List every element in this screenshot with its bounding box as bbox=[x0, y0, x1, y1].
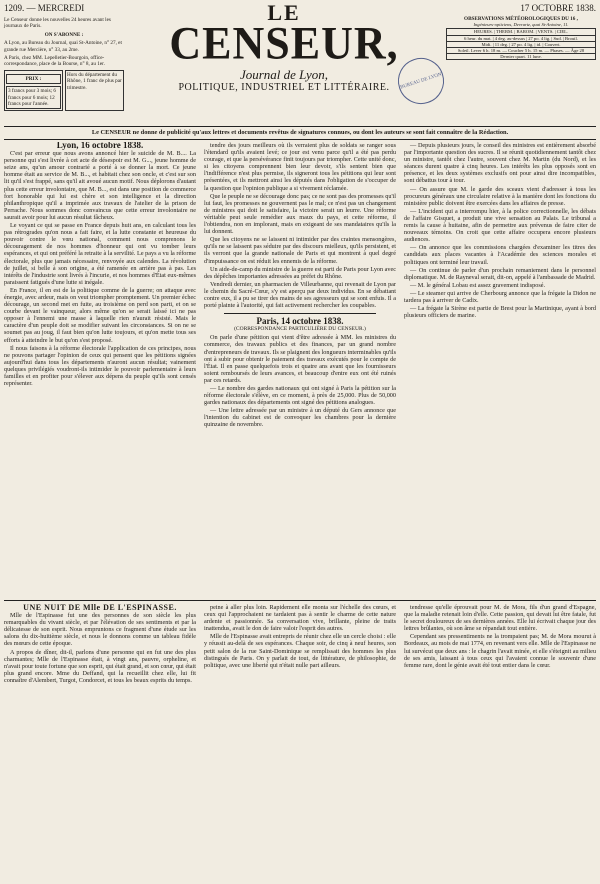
feuilleton-paragraph: Mlle de l'Espinasse fut une des personnes de son siècle les plus remarquables du vivant siècle, et par l'élévation de ses sentiments et par la délicatesse de son esprit. Nous empruntons ce fragment d'une étude sur les salons du dix-huitième siècle, et nous le donnons comme un tableau fidèle des mœurs de cette époque. bbox=[4, 612, 196, 648]
obs-row: HEURES. | THERM. | BAROM. | VENTS. | CIEL. bbox=[447, 29, 596, 35]
subscription-box bbox=[4, 17, 124, 111]
article-paragraph: — M. le général Lobau est assez gravement indisposé. bbox=[410, 281, 546, 289]
article-paragraph: — La frégate la Sirène est partie de Brest pour la Martinique, ayant à bord plusieurs officiers de marine. bbox=[404, 305, 596, 320]
dateline-lyon: Lyon, 16 octobre 1838. bbox=[56, 142, 144, 150]
article-paragraph: — L'incident qui a interrompu hier, à la police correctionnelle, les débats de l'affaire Gisquet, a produit une vive sensation au Palais. Le tribunal a remis la cause à huitaine, afin de permettre aux prévenus de faire citer de nouveaux témoins. On croit que cette affaire occupera encore plusieurs audiences. bbox=[404, 207, 596, 244]
issue-number: 1209. — MERCREDI bbox=[4, 3, 85, 13]
price-right: Hors du département du Rhône, 1 franc de plus par trimestre. bbox=[65, 70, 124, 112]
article-paragraph: Le voyant ce qui se passe en France depuis huit ans, en calculant tous les pas rétrogrades qu'on nous a fait faire, et la lutte constante et heureuse du pouvoir contre le vœu national, comment nous comprenons le découragement de nos hommes d'honneur qui ont vu tomber leurs espérances, et qui ont préféré la retraite à la servilité. Le pays a vu la réforme électorale, plus que jamais nécessaire, renvoyée aux calendes. La révolution de juillet, si belle à son origine, a été ramenée en arrière pas à pas. Les intérêts de l'industrie sont livrés à l'incurie, et nos hommes d'État eux-mêmes paraissent fatigués d'une lutte si inégale. bbox=[4, 222, 196, 286]
newspaper-subtitle: Journal de Lyon, bbox=[239, 67, 329, 82]
observations-subtitle: Ingénieurs-opticiens, Devrartz, quai St-Antoine, 11. bbox=[473, 22, 569, 28]
article-paragraph: — Le steamer qui arrive de Cherbourg annonce que la frégate la Didon ne tardera pas à arriver de Cadix. bbox=[404, 289, 596, 304]
article-paragraph: Vendredi dernier, un pharmacien de Villeurbanne, qui revenait de Lyon par le chemin du Sacré-Cœur, s'y est aperçu par deux individus. En se débattant contre eux, il a pu se tirer des mains de ses agresseurs qui se sont enfuis. Il a porté plainte à l'autorité, qui fait activement rechercher les coupables. bbox=[204, 280, 396, 310]
feuilleton-paragraph: Cependant ses pressentiments ne la trompaient pas; M. de Mora mourut à Bordeaux, au mois de mai 1774, en revenant vers elle. Mlle de l'Espinasse ne lui survécut que deux ans : le chagrin l'avait minée, et elle s'éteignit au milieu de ses amis, laissant à tous ceux qui l'avaient connue le souvenir d'une femme rare, dont le génie avait été tout entier dans le cœur. bbox=[404, 633, 596, 669]
column-2 bbox=[204, 142, 396, 597]
feuilleton-column-3 bbox=[404, 604, 596, 880]
dateline-paris: Paris, 14 octobre 1838. bbox=[256, 316, 344, 327]
column-1 bbox=[4, 142, 196, 597]
price-heading: PRIX : bbox=[6, 74, 61, 84]
obs-row: 6 heur. du mat. | 4 deg. au-dessus | 27 po. 4 lig. | Sud. | Brouil. bbox=[447, 35, 596, 41]
article-paragraph: Il nous faisons à la réforme électorale l'application de ces principes, nous ne pouvons partager l'opinion de ceux qui pensent que les pétitions signées aujourd'hui dans tous les départements n'auront aucun résultat; vainement quelques privilégiés voudront-ils intimider le pouvoir parlementaire à leurs familles et en profiter pour s'élever aux dépens du peuple qu'ils sont censés représenter. bbox=[4, 344, 196, 388]
subscription-heading: ON S'ABONNE : bbox=[44, 31, 84, 38]
feuilleton-paragraph: tendresse qu'elle éprouvait pour M. de Mora, fils d'un grand d'Espagne, que la maladie retenait loin d'elle. Cette passion, qui devait lui être fatale, fut le secret douloureux de ses dernières années. Elle lui écrivait chaque jour des lettres brûlantes, où son âme se répandait tout entière. bbox=[404, 604, 596, 633]
article-paragraph: C'est par erreur que nous avons annoncé hier le suicide de M. B.... La personne qui s'est livrée à cet acte de désespoir est M. G..., jeune homme de seize ans, qu'un amour contrarié a porté à se donner la mort. Ce jeune homme était au service de M. B..., et habitait chez son oncle, et c'est sur son lit qu'il s'est frappé, sans qu'il ait avoué aucun motif. Nous déplorons d'autant plus cette erreur involontaire, que M. B..., est dans une position de commerce fort honorable qui lui est chère et son intelligence et la direction philanthropique qu'il a imprimée aux travaux de l'atelier de la prison de Perrache. Nous sommes donc convaincus que cette erreur involontaire ne saurait avoir pour lui aucun résultat fâcheux. bbox=[4, 150, 196, 221]
observations-title: OBSERVATIONS MÉTÉOROLOGIQUES DU 16 , bbox=[464, 16, 578, 22]
article-paragraph: tendre des jours meilleurs où ils verraient plus de soldats se ranger sous l'étendard qu'ils avaient levé; ce jour est venu parce qu'il a été pas perdu courage, et que la persévérance finit toujours par triompher. Cette unité donc, si les citoyens comprennent bien leur devoir, s'ils sentent bien que l'indifférence n'est plus permise, ils signeront tous les pétitions qui leur sont présentées, et ils mettront ainsi les députés dans l'obligation de s'occuper de la question que l'opinion publique a si vivement réclamée. bbox=[204, 142, 396, 192]
feuilleton-paragraph: Mlle de l'Espinasse avait entrepris de réunir chez elle un cercle choisi : elle y réussit au-delà de ses espérances. Chaque soir, de cinq à neuf heures, son petit salon de la rue Saint-Dominique se remplissait des hommes les plus distingués de Paris. On y parlait de tout, de littérature, de philosophie, de politique, avec une liberté qui n'était nulle part ailleurs. bbox=[204, 633, 396, 669]
feuilleton-title: UNE NUIT DE Mlle DE L'ESPINASSE. bbox=[23, 604, 177, 612]
weather-observations bbox=[446, 17, 596, 60]
obs-row: Soleil. Lever 6 h. 18 m. — Coucher 5 h. 15 m. — Phases. — Âge 28 bbox=[447, 48, 596, 54]
price-box bbox=[4, 70, 124, 112]
article-paragraph: On parle d'une pétition qui vient d'être adressée à MM. les ministres du commerce, des travaux publics et des finances, par un grand nombre d'entrepreneurs de travaux. Ils se plaignent des longueurs interminables qu'ils ont à subir pour obtenir le paiement des travaux exécutés pour le compte de l'État. Il en passe quelquefois trois et quatre ans avant que les fournisseurs soient remboursés de leurs avances, et beaucoup d'entre eux ont été ruinés par ces retards. bbox=[204, 334, 396, 384]
article-paragraph: — Depuis plusieurs jours, le conseil des ministres est entièrement absorbé par l'importante question des sucres. Il se réunit quotidiennement tantôt chez un ministre, tantôt chez l'autre, souvent chez M. Martin (du Nord), et les séances durent quatre à cinq heures. Les intérêts les plus opposés sont en présence, et les deux systèmes exclusifs ont pour ainsi dire incompatibles, sont débattus tour à tour. bbox=[404, 142, 596, 185]
feuilleton-rule bbox=[4, 600, 596, 601]
article-paragraph: Que les citoyens ne se laissent ni intimider par des craintes mensongères, qu'ils ne se laissent pas séduire par des discours mielleux, qu'ils persistent, et ils verront que la grande nationale de Paris et qui montrent à quel degré d'impuissance on est réduit les ennemis de la réforme. bbox=[204, 236, 396, 265]
correspondence-note: (CORRESPONDANCE PARTICULIÈRE DU CENSEUR.) bbox=[234, 326, 366, 333]
article-paragraph: — On continue de parler d'un prochain remaniement dans le personnel diplomatique. M. de Rayneval serait, dit-on, appelé à l'ambassade de Madrid. bbox=[404, 266, 596, 281]
feuilleton-paragraph: peine à aller plus loin. Rapidement elle monta sur l'échelle des cœurs, et ceux qui l'approchaient ne tardaient pas à sentir le charme de cette nature ardente et passionnée. Sa conversation vive, brillante, pleine de traits inattendus, avait le don de faire valoir l'esprit des autres. bbox=[204, 604, 396, 633]
column-3 bbox=[404, 142, 596, 597]
main-columns bbox=[4, 142, 596, 597]
masthead-title bbox=[128, 0, 440, 94]
article-paragraph: — Une lettre adressée par un ministre à un député du Gers annonce que l'intention du cabinet est de convoquer les chambres pour la dernière quinzaine de novembre. bbox=[204, 407, 396, 429]
newspaper-title: CENSEUR, bbox=[169, 17, 399, 70]
article-paragraph: En France, il en est de la politique comme de la guerre; on attaque avec énergie, avec ardeur, mais on veut triompher promptement. Un premier échec décourage, un second met en fuite, au troisième on perd son parti, et on se courbe devant le vainqueur, alors même qu'on se serait laissé ici ne pas opposer à l'ennemi une masse à laquelle rien n'aurait résisté. Mais le caractère d'un peuple doit se modifier suivant les circonstances. Si on ne se soumet pas au joug, il faut bien qu'on lutte toujours, et qu'on mette tous ses efforts à atteindre le but qu'on s'est proposé. bbox=[4, 286, 196, 344]
obs-row: Midi. | 11 deg. | 27 po. 4 lig. | id. | Couvert. bbox=[447, 41, 596, 47]
publicity-notice: Le CENSEUR ne donne de publicité qu'aux lettres et documents revêtus de signatures connues, ou dont les auteurs se sont fait connaître de la Rédaction. bbox=[4, 126, 596, 140]
article-paragraph: Un aide-de-camp du ministre de la guerre est parti de Paris pour Lyon avec des dépêches importantes adressées au préfet du Rhône. bbox=[204, 265, 396, 280]
feuilleton-column-2 bbox=[204, 604, 396, 880]
article-paragraph: — On annonce que les commissions chargées d'examiner les titres des candidats aux places vacantes à l'Académie des sciences morales et politiques ont terminé leur travail. bbox=[404, 244, 596, 266]
subscription-intro: Le Censeur donne les nouvelles 24 heures avant les journaux de Paris. bbox=[4, 17, 111, 30]
price-lines: 3 francs pour 3 mois; 6 francs pour 6 mois; 12 francs pour l'année. bbox=[6, 86, 61, 109]
title-le: LE bbox=[267, 0, 301, 25]
stamp-text: BUREAU DE LYON bbox=[399, 71, 443, 91]
feuilleton bbox=[4, 604, 596, 880]
feuilleton-paragraph: A propos de dîner, dit-il, parlons d'une personne qui en fut une des plus charmantes; Mlle de l'Espinasse était, à vingt ans, pauvre, orpheline, et n'avait pour toute fortune que son esprit, qui était grand, et son cœur, qui était plus grand encore. Mme du Deffand, qui la recueillit chez elle, lui fit connaître d'Alembert, Turgot, Condorcet, et tous les beaux esprits du temps. bbox=[4, 648, 196, 684]
subscription-paris: A Paris, chez MM. Lepelletier-Bourgoin, office-correspondance, place de la Bourse, n° 8, au 1er. bbox=[4, 55, 105, 68]
feuilleton-column-1 bbox=[4, 604, 196, 880]
article-paragraph: — Le nombre des gardes nationaux qui ont signé à Paris la pétition sur la réforme électorale s'élève, en ce moment, à près de 25,000. Plus de 50,000 gardes nationaux des départements ont signé des pétitions analogues. bbox=[204, 385, 396, 407]
article-paragraph: Que le peuple ne se décourage donc pas; ce ne sont pas des promesses qu'il lui faut, les promesses ne gouvernent pas le mal; ce n'est pas un changement de ministres qui doit le satisfaire, la victoire serait un leurre. Une réforme véritable peut seule remédier aux maux du pays, et cette réforme, il l'obtiendra, non en implorant, mais en exigeant de ses mandataires qu'ils la lui donnent. bbox=[204, 192, 396, 236]
price-left bbox=[4, 70, 63, 112]
obs-row: Dernier quart. 11 lune. bbox=[447, 54, 596, 60]
subscription-lyon: A Lyon, au Bureau du Journal, quai St-Antoine, n° 27, et grande rue Mercière, n° 33, au 2me. bbox=[4, 40, 122, 53]
article-paragraph: — On assure que M. le garde des sceaux vient d'adresser à tous les procureurs généraux une circulaire relative à la manière dont les fonctions du ministère public doivent être exercées dans les affaires de presse. bbox=[404, 185, 596, 207]
issue-date: 17 OCTOBRE 1838. bbox=[520, 3, 596, 13]
observations-table bbox=[446, 28, 596, 60]
newspaper-tagline: POLITIQUE, INDUSTRIEL ET LITTÉRAIRE. bbox=[178, 82, 390, 93]
section-divider bbox=[224, 313, 376, 314]
